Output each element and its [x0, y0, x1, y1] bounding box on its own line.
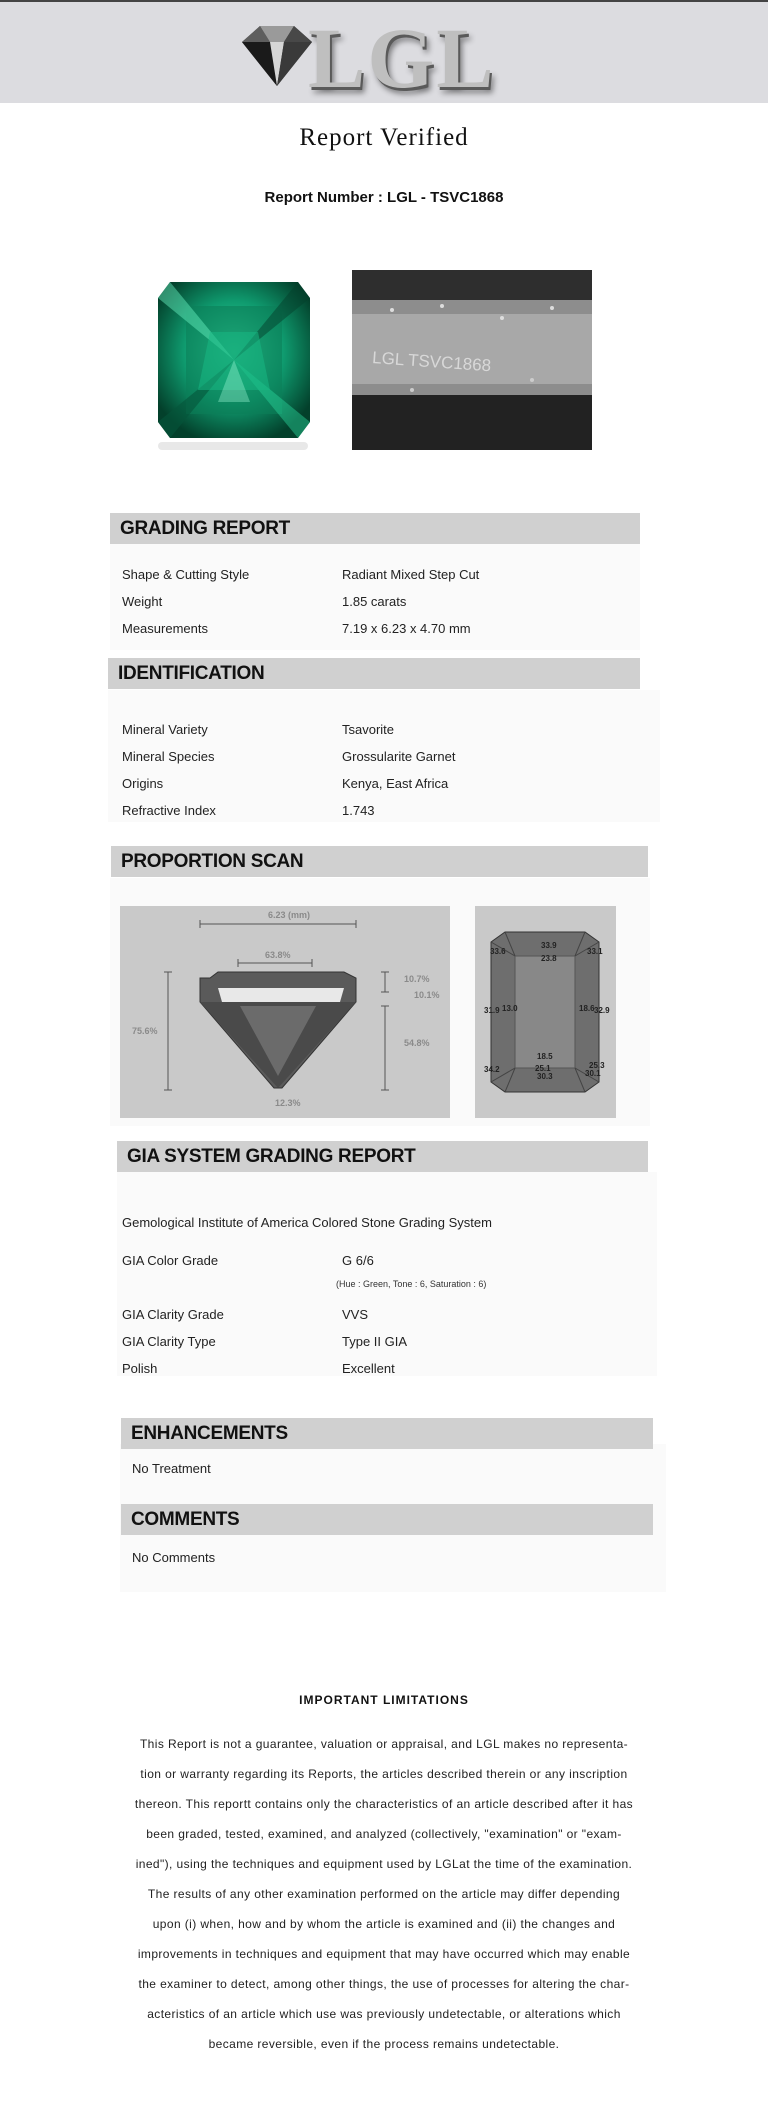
comments-title: COMMENTS [131, 1509, 240, 1530]
girdle-label: 10.1% [414, 990, 440, 1000]
row-value: Grossularite Garnet [342, 749, 456, 764]
enhancements-header [121, 1418, 653, 1449]
row-label: Measurements [122, 621, 208, 636]
row-label: Mineral Variety [122, 722, 208, 737]
row-value: VVS [342, 1307, 369, 1322]
row-value: 1.85 carats [342, 594, 407, 609]
row-label: Refractive Index [122, 803, 216, 818]
facet-label: 13.0 [502, 1004, 518, 1013]
row-label: Weight [122, 594, 163, 609]
facet-label: 33.1 [587, 947, 603, 956]
top-view-diagram [475, 906, 616, 1118]
color-grade-note: (Hue : Green, Tone : 6, Saturation : 6) [336, 1279, 487, 1289]
proportion-scan-header [111, 846, 648, 877]
facet-label: 33.9 [541, 941, 557, 950]
proportion-scan-title: PROPORTION SCAN [121, 851, 304, 872]
facet-label: 18.6 [579, 1004, 595, 1013]
pavilion-depth-label: 54.8% [404, 1038, 430, 1048]
facet-label: 32.9 [594, 1006, 610, 1015]
lgl-logo [232, 10, 496, 106]
row-label: Shape & Cutting Style [122, 567, 250, 582]
row-value: 7.19 x 6.23 x 4.70 mm [342, 621, 471, 636]
row-value: Type II GIA [342, 1334, 408, 1349]
comments-text: No Comments [132, 1550, 216, 1565]
facet-label: 25.1 [535, 1064, 551, 1073]
facet-label: 30.3 [537, 1072, 553, 1081]
identification-header [108, 658, 640, 689]
row-label: GIA Color Grade [122, 1253, 219, 1268]
facet-label: 31.9 [484, 1006, 500, 1015]
inscription-text: LGL TSVC1868 [371, 348, 492, 376]
row-value: Excellent [342, 1361, 395, 1376]
limitations-line: the examiner to detect, among other things, the use of processes for altering the char- [138, 1977, 630, 1991]
logo-text: LGL [308, 10, 496, 106]
limitations-line: became reversible, even if the process remains undetectable. [208, 2037, 560, 2051]
grading-report-title: GRADING REPORT [120, 518, 290, 539]
grading-report-header [110, 513, 640, 544]
row-label: Mineral Species [122, 749, 215, 764]
page-title: Report Verified [299, 124, 469, 151]
limitations-line: ined"), using the techniques and equipment used by LGLat the time of the examination. [135, 1857, 633, 1871]
crown-height-label: 10.7% [404, 974, 430, 984]
facet-label: 33.6 [490, 947, 506, 956]
row-value: G 6/6 [342, 1253, 374, 1268]
gemstone-photo [150, 272, 318, 452]
comments-header [121, 1504, 653, 1535]
limitations-line: tion or warranty regarding its Reports, the articles described therein or any inscription [140, 1767, 628, 1781]
limitations-line: improvements in techniques and equipment that may have occurred which may enable [137, 1947, 631, 1961]
report-number: Report Number : LGL - TSVC1868 [264, 189, 504, 206]
inscription-photo [352, 270, 592, 450]
enhancements-title: ENHANCEMENTS [131, 1423, 288, 1444]
row-value: Tsavorite [342, 722, 395, 737]
culet-label: 12.3% [275, 1098, 301, 1108]
total-depth-label: 75.6% [132, 1026, 158, 1036]
limitations-line: acteristics of an article which use was previously undetectable, or alterations which [147, 2007, 621, 2021]
facet-label: 30.1 [585, 1069, 601, 1078]
limitations-line: been graded, tested, examined, and analyzed (collectively, "examination" or "exam- [146, 1827, 622, 1841]
facet-label: 23.8 [541, 954, 557, 963]
row-label: GIA Clarity Type [122, 1334, 216, 1349]
limitations-title: IMPORTANT LIMITATIONS [299, 1693, 469, 1707]
width-label: 6.23 (mm) [268, 910, 311, 920]
row-value: Radiant Mixed Step Cut [342, 567, 480, 582]
gia-system-name: Gemological Institute of America Colored Stone Grading System [122, 1215, 492, 1230]
limitations-line: This Report is not a guarantee, valuation or appraisal, and LGL makes no representa- [139, 1737, 629, 1751]
row-label: GIA Clarity Grade [122, 1307, 224, 1322]
facet-label: 34.2 [484, 1065, 500, 1074]
row-label: Origins [122, 776, 164, 791]
facet-label: 25.3 [589, 1061, 605, 1070]
row-value: Kenya, East Africa [342, 776, 449, 791]
row-value: 1.743 [342, 803, 375, 818]
gia-title: GIA SYSTEM GRADING REPORT [127, 1146, 416, 1167]
facet-label: 18.5 [537, 1052, 553, 1061]
header-band [0, 0, 768, 106]
limitations-line: thereon. This reportt contains only the characteristics of an article described after it has [134, 1797, 634, 1811]
profile-scan-diagram [120, 906, 450, 1118]
limitations-line: The results of any other examination performed on the article may differ depending [147, 1887, 621, 1901]
identification-title: IDENTIFICATION [118, 663, 265, 684]
enhancements-text: No Treatment [132, 1461, 211, 1476]
limitations-line: upon (i) when, how and by whom the article is examined and (ii) the changes and [152, 1917, 616, 1931]
row-label: Polish [122, 1361, 158, 1376]
gia-header [117, 1141, 648, 1172]
table-pct-label: 63.8% [265, 950, 291, 960]
